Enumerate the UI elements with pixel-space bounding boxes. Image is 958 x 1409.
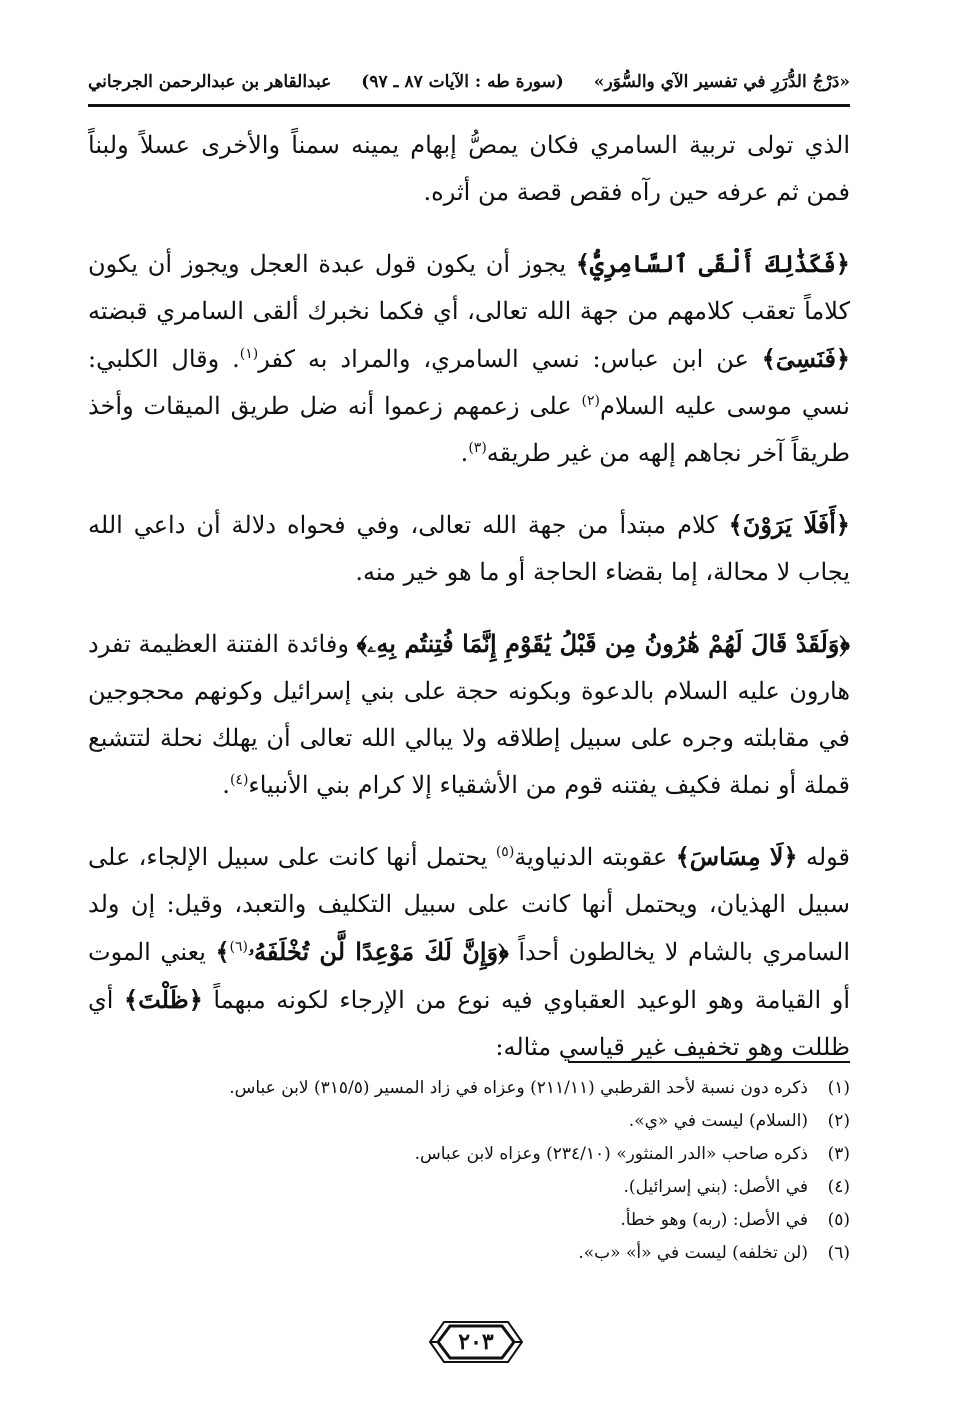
footnote-number: (٤) <box>827 1177 850 1197</box>
footnote-text: (لن تخلفه) ليست في «أ» «ب». <box>578 1243 808 1263</box>
paragraph-4 <box>88 620 850 809</box>
paragraph-text: . <box>460 439 469 467</box>
footnote-number: (١) <box>827 1078 850 1098</box>
quran-quote: ﴿وَلَقَدْ قَالَ لَهُمْ هَٰرُونُ مِن قَبْلُ يَٰقَوْمِ إِنَّمَا فُتِنتُم بِهِۦ﴾ <box>356 629 850 658</box>
paragraph-text: قوله <box>797 843 851 871</box>
header-author: عبدالقاهر بن عبدالرحمن الجرجاني <box>88 72 332 92</box>
quran-quote: ﴿ظَلْتَ﴾ <box>124 985 203 1014</box>
page-number: ٢٠٣ <box>458 1329 494 1355</box>
footnote <box>88 1171 850 1204</box>
running-header <box>88 60 850 104</box>
quran-quote: ﴿فَكَذَٰلِكَ أَلْقَى ٱلسَّامِرِيُّ﴾ <box>575 249 850 278</box>
footnote-ref-6: (٦) <box>229 939 249 955</box>
paragraph-1-text: الذي تولى تربية السامري فكان يمصُّ إبهام يمينه سمناً والأخرى عسلاً ولبناً فمن ثم عرفه حين رآه فقص قصة من أثره. <box>88 131 850 206</box>
footnotes <box>88 1072 850 1270</box>
quran-quote: ﴿وَإِنَّ لَكَ مَوْعِدًا لَّن تُخْلَفَهُۥ <box>248 937 509 966</box>
paragraph-text: عقوبته الدنياوية <box>514 843 676 871</box>
header-sura-reference: (سورة طه : الآيات ٨٧ ـ ٩٧) <box>361 72 564 92</box>
footnote-number: (٣) <box>827 1144 850 1164</box>
header-rule <box>88 104 850 107</box>
footnote-ref-5: (٥) <box>495 844 515 860</box>
footnote <box>88 1204 850 1237</box>
paragraph-text: عن ابن عباس: نسي السامري، والمراد به كفر <box>258 345 762 373</box>
footnote-text: في الأصل: (ربه) وهو خطأ. <box>620 1210 808 1230</box>
footnote-ref-4: (٤) <box>229 772 249 788</box>
paragraph-text: يحتمل أنها كانت على سبيل الإلجاء، على سبيل الهذيان، ويحتمل أنها كانت على سبيل التكليف والتعبد، وقيل: إن ولد السامري بالشام لا يخالطون أحداً <box>88 843 850 966</box>
footnote-text: (السلام) ليست في «ي». <box>628 1111 808 1131</box>
paragraph-3 <box>88 501 850 596</box>
footnote <box>88 1105 850 1138</box>
footnote-separator <box>568 1061 850 1063</box>
paragraph-text: كلام مبتدأ من جهة الله تعالى، وفي فحواه دلالة أن داعي الله يجاب لا محالة، إما بقضاء الحاجة أو ما هو خير منه. <box>88 511 850 586</box>
paragraph-5 <box>88 833 850 1071</box>
quran-quote: ﴿أَفَلَا يَرَوْنَ﴾ <box>728 510 850 539</box>
paragraph-text: يجوز أن يكون قول عبدة العجل ويجوز أن يكون كلاماً تعقب كلامهم من جهة الله تعالى، أي فكما نخبرك ألقى السامري قبضته <box>88 250 850 325</box>
footnote-text: ذكره صاحب «الدر المنثور» (٢٣٤/١٠) وعزاه لابن عباس. <box>414 1144 808 1164</box>
paragraph-text: أي ظللت وهو تخفيف غير قياسي مثاله: <box>88 986 850 1061</box>
quran-quote-end: ﴾ <box>215 937 230 966</box>
paragraph-text: يعني الموت أو القيامة وهو الوعيد العقباوي فيه نوع من الإرجاء لكونه مبهماً <box>88 938 850 1014</box>
footnote-text: في الأصل: (بني إسرائيل). <box>623 1177 808 1197</box>
paragraph-1 <box>88 122 850 216</box>
footnote-number: (٢) <box>827 1111 850 1131</box>
paragraph-text: وفائدة الفتنة العظيمة تفرد هارون عليه السلام بالدعوة وبكونه حجة على بني إسرائيل وكونهم محجوجين في مقابلته وجره على سبيل إطلاقه ولا يبالي الله تعالى أن يهلك نحلة لتتشبع قملة أو نملة فكيف يفتنه قوم من الأشقياء إلا كرام بني الأنبياء <box>88 630 850 799</box>
footnote <box>88 1237 850 1270</box>
footnote <box>88 1138 850 1171</box>
paragraph-text: . <box>222 771 230 799</box>
footnote-ref-1: (١) <box>239 346 259 362</box>
footnote-number: (٥) <box>827 1210 850 1230</box>
footnote-number: (٦) <box>827 1243 850 1263</box>
paragraph-text: . وقال الكلبي: نسي موسى عليه السلام <box>88 345 850 420</box>
footnote <box>88 1072 850 1105</box>
main-text <box>88 122 850 1095</box>
page-number-ornament <box>428 1318 524 1366</box>
footnote-ref-2: (٢) <box>581 393 600 409</box>
paragraph-text: على زعمهم زعموا أنه ضل طريق الميقات وأخذ طريقاً آخر نجاهم إلهه من غير طريقه <box>88 392 850 467</box>
quran-quote: ﴿لَا مِسَاسَ﴾ <box>675 842 798 871</box>
footnote-ref-3: (٣) <box>468 440 487 456</box>
paragraph-2 <box>88 240 850 477</box>
quran-quote: ﴿فَنَسِىَ﴾ <box>761 344 850 373</box>
footnote-text: ذكره دون نسبة لأحد القرطبي (٢١١/١١) وعزاه في زاد المسير (٣١٥/٥) لابن عباس. <box>229 1078 808 1098</box>
header-book-title: «دَرْجُ الدُّرَرِ في تفسير الآي والسُّوَر» <box>593 72 850 92</box>
